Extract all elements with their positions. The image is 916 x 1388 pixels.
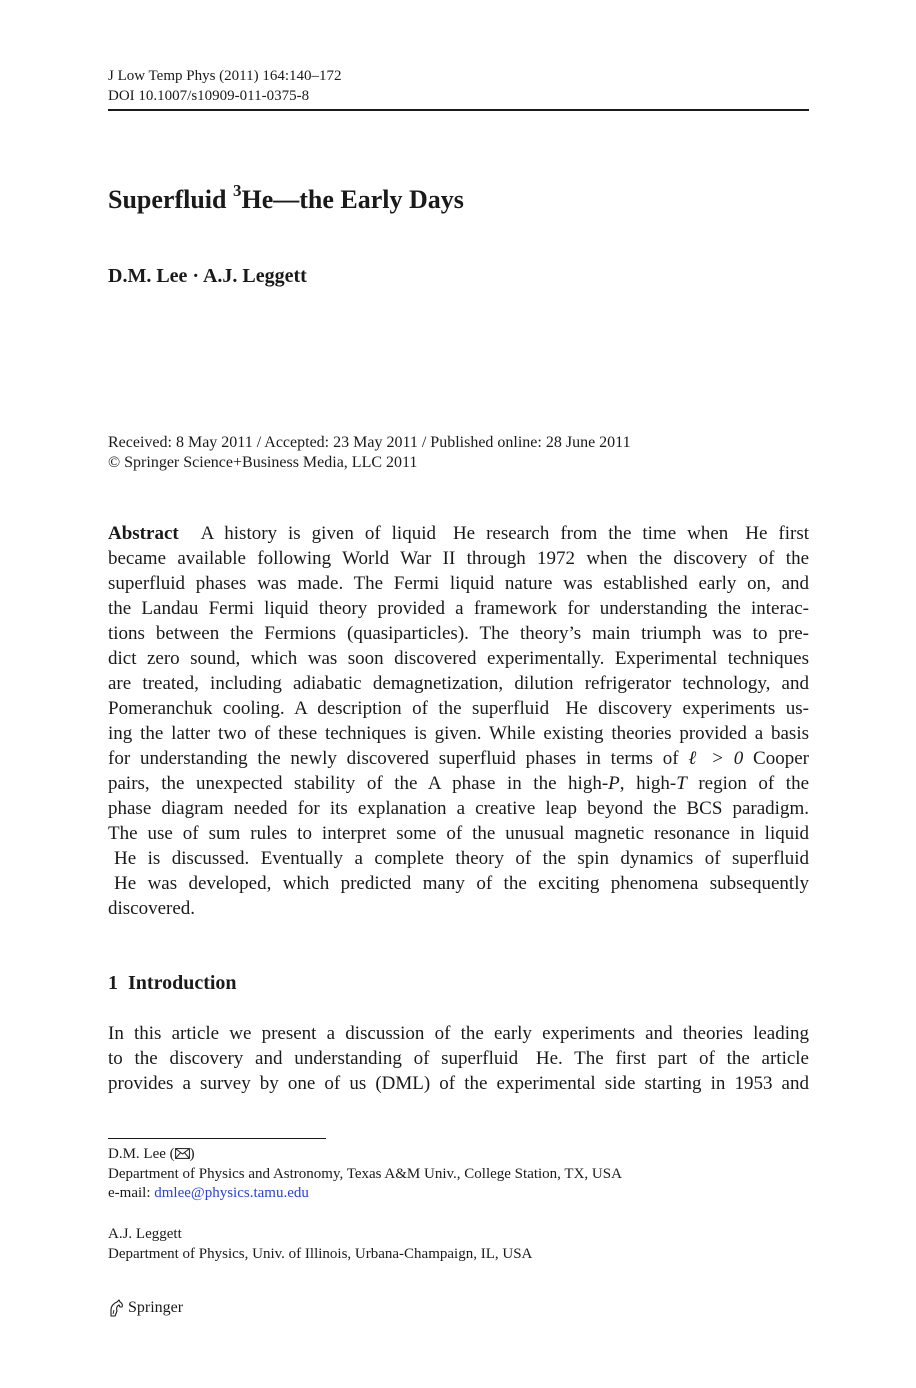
superscript [108,871,114,872]
publication-dates [108,433,631,473]
abstract-line [108,846,809,871]
abstract [108,521,809,921]
copyright-line: © Springer Science+Business Media, LLC 2011 [108,454,418,471]
abstract-line [108,521,809,546]
abstract-text: A history is given of liquid [200,523,447,544]
body-line: provides a survey by one of us (DML) of the experimental side starting in 1953 and [108,1073,809,1094]
abstract-line: dict zero sound, which was soon discovered experimentally. Experimental techniques [108,648,809,669]
title-superscript: 3 [233,181,242,201]
publisher-name: Springer [128,1299,184,1316]
author1-name-close: ) [189,1146,195,1162]
envelope-icon [175,1148,190,1159]
email-label: e-mail: [108,1185,155,1201]
footnote-divider [108,1138,326,1139]
email-link[interactable]: dmlee@physics.tamu.edu [154,1185,309,1201]
author1-affiliation: Department of Physics and Astronomy, Texas A&M Univ., College Station, TX, USA [108,1166,622,1182]
publisher-logo [108,1297,183,1319]
abstract-line [108,696,809,721]
author1-email-line [108,1183,309,1203]
abstract-text: He discovery experiments us- [565,698,809,719]
superscript [560,696,566,697]
abstract-text: , high- [619,773,677,794]
title-prefix: Superfluid [108,185,233,214]
intro-paragraph [108,1021,809,1096]
abstract-text: Cooper [743,748,809,769]
abstract-line [108,771,809,796]
abstract-line: discovered. [108,898,196,919]
header-divider [108,109,809,111]
abstract-text: He research from the time when [452,523,740,544]
abstract-line: ing the latter two of these techniques is given. While existing theories provided a basis [108,723,809,744]
abstract-line [108,871,809,896]
abstract-text: He is discussed. Eventually a complete theory of the spin dynamics of superfluid [114,848,809,869]
abstract-line: became available following World War II through 1972 when the discovery of the [108,548,809,569]
author1-name [108,1144,195,1164]
section-title: Introduction [128,972,237,994]
springer-horse-icon [108,1299,124,1317]
abstract-text: pairs, the unexpected stability of the A phase in the high- [108,773,609,794]
section-number: 1 [108,972,118,994]
abstract-line: The use of sum rules to interpret some of the unusual magnetic resonance in liquid [108,823,809,844]
superscript [530,1046,536,1047]
running-header [108,66,342,106]
abstract-line: phase diagram needed for its explanation a creative leap beyond the BCS paradigm. [108,798,809,819]
abstract-text: Pomeranchuk cooling. A description of the superfluid [108,698,560,719]
body-text: to the discovery and understanding of superfluid [108,1048,530,1069]
math-variable: T [676,773,687,794]
title-suffix: He—the Early Days [241,185,464,214]
abstract-line: superfluid phases was made. The Fermi liquid nature was established early on, and [108,573,809,594]
superscript [108,846,114,847]
math-variable: P [608,773,620,794]
abstract-line: tions between the Fermions (quasiparticles). The theory’s main triumph was to pre- [108,623,809,644]
abstract-text: He first [745,523,809,544]
article-title [108,182,464,218]
abstract-label: Abstract [108,523,179,544]
superscript [739,521,745,522]
abstract-line [108,746,809,771]
abstract-text: region of the [686,773,809,794]
body-line: In this article we present a discussion of the early experiments and theories leading [108,1023,809,1044]
date-history: Received: 8 May 2011 / Accepted: 23 May 2011 / Published online: 28 June 2011 [108,434,631,451]
journal-citation: J Low Temp Phys (2011) 164:140–172 [108,68,342,84]
author-list: D.M. Lee · A.J. Leggett [108,265,307,287]
author2-name: A.J. Leggett [108,1226,182,1242]
body-text: He. The first part of the article [535,1048,809,1069]
doi: DOI 10.1007/s10909-011-0375-8 [108,88,310,104]
abstract-text: for understanding the newly discovered superfluid phases in terms of [108,748,689,769]
abstract-line: the Landau Fermi liquid theory provided a framework for understanding the interac- [108,598,809,619]
abstract-line: are treated, including adiabatic demagnetization, dilution refrigerator technology, and [108,673,809,694]
math-expression: ℓ > 0 [688,748,744,769]
body-line [108,1046,809,1071]
author2-affiliation: Department of Physics, Univ. of Illinois, Urbana-Champaign, IL, USA [108,1246,533,1262]
abstract-text: He was developed, which predicted many of the exciting phenomena subsequently [114,873,809,894]
superscript [447,521,453,522]
author1-name-text: D.M. Lee ( [108,1146,175,1162]
section-heading [108,970,237,996]
